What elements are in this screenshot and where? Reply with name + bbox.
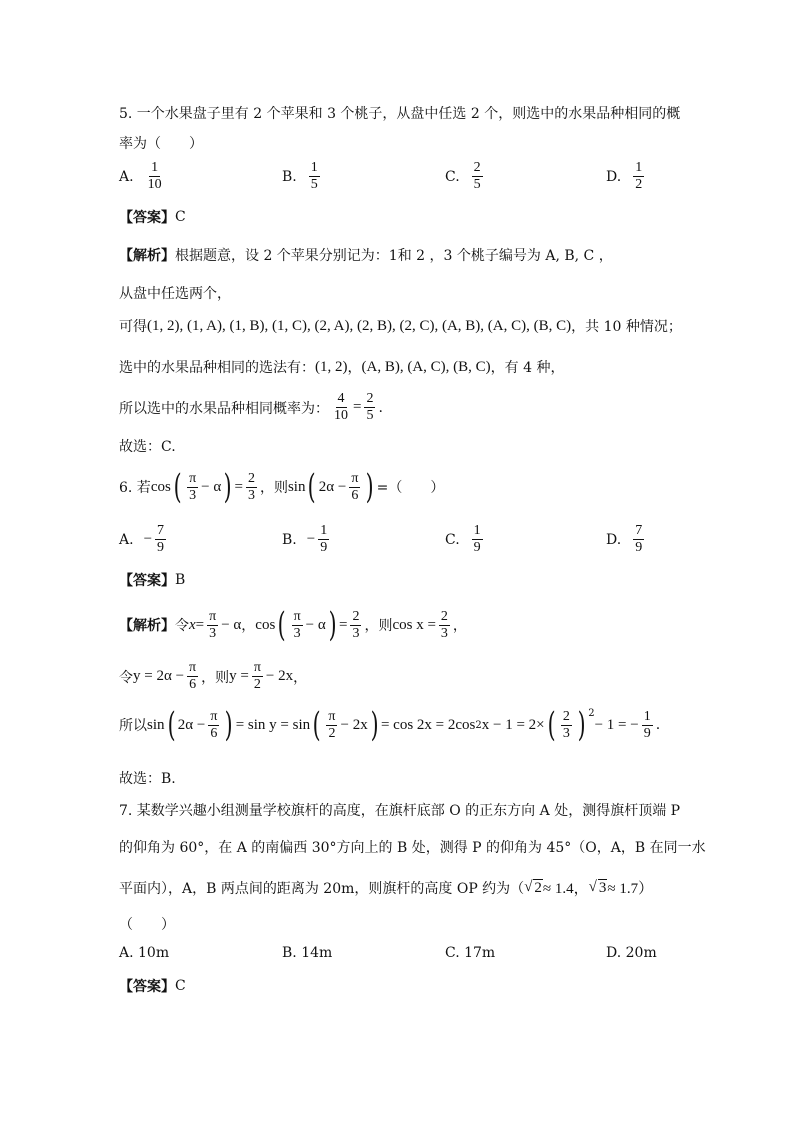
- analysis-text: 从盘中任选两个，: [119, 286, 231, 302]
- option-label: B.: [282, 168, 297, 185]
- equals-sign: =: [338, 616, 348, 633]
- answer-value: C: [175, 978, 186, 994]
- denominator: 10: [147, 177, 162, 192]
- denominator: 6: [351, 487, 359, 503]
- fraction: [187, 471, 198, 504]
- denominator: 5: [473, 177, 481, 192]
- numerator: π: [189, 660, 197, 675]
- math-text: y = 2α −: [133, 668, 185, 684]
- q7-stem-text: 平面内），A，B 两点间的距离为 20m，则旗杆的高度 OP 约为（: [119, 880, 525, 897]
- fraction: [187, 660, 198, 693]
- denominator: 3: [352, 625, 360, 641]
- math-text: − α: [221, 616, 242, 633]
- q6-option-c: [445, 523, 486, 556]
- q5-option-a: [119, 160, 167, 193]
- sign: −: [306, 531, 316, 547]
- analysis-text: .: [655, 717, 661, 733]
- fraction: [349, 471, 360, 504]
- fraction: [350, 609, 361, 642]
- q7-answer: [119, 976, 186, 996]
- q6-conclusion: [119, 768, 176, 788]
- fraction: [364, 391, 375, 424]
- left-paren: (: [312, 705, 321, 745]
- denominator: 3: [562, 725, 570, 741]
- q7-stem-text: 的仰角为 60°，在 A 的南偏西 30°方向上的 B 处，测得 P 的仰角为 45°（O，A，B 在同一水: [119, 840, 706, 856]
- numerator: π: [328, 708, 336, 724]
- radicand: 3: [598, 879, 607, 896]
- q5-analysis-line1: [119, 245, 613, 265]
- denominator: 5: [310, 177, 318, 192]
- q7-stem-text: （ ）: [119, 917, 175, 933]
- q7-option-d: [606, 945, 657, 961]
- cos-func: cos: [150, 478, 171, 495]
- fraction: [246, 471, 257, 504]
- outcome-list: (A, B), (A, C), (B, C): [361, 358, 491, 375]
- q5-stem-line1: [119, 103, 680, 123]
- numerator: π: [189, 470, 197, 486]
- numerator: π: [351, 470, 359, 486]
- numerator: 2: [366, 391, 374, 406]
- math-text: 2α −: [318, 478, 347, 495]
- cos-func: cos: [255, 616, 276, 633]
- math-text: − α: [201, 478, 222, 495]
- denominator: 3: [247, 487, 255, 503]
- option-label: B.: [282, 531, 297, 548]
- q6-stem-text: ，则: [259, 480, 288, 496]
- denominator: 9: [320, 540, 328, 555]
- analysis-text: ，有 4 种，: [490, 360, 565, 376]
- math-text: = cos 2x = 2cos: [380, 716, 476, 733]
- equals-sign: =: [234, 478, 243, 495]
- numerator: 2: [352, 608, 360, 624]
- fraction: [292, 609, 303, 642]
- analysis-text: 所以选中的水果品种相同概率为：: [119, 400, 329, 417]
- math-text: − 2x: [340, 716, 368, 733]
- q6-stem-text: =（ ）: [376, 480, 445, 496]
- denominator: 9: [157, 540, 165, 555]
- analysis-text: ，则: [364, 618, 393, 634]
- q6-option-a: [119, 523, 169, 556]
- math-text: 2α −: [177, 716, 206, 733]
- left-paren: (: [547, 705, 556, 745]
- answer-value: B: [175, 572, 186, 588]
- denominator: 9: [635, 540, 643, 555]
- analysis-text: 选中的水果品种相同的选法有：: [119, 360, 315, 376]
- q5-answer: [119, 207, 186, 227]
- denominator: 3: [293, 625, 301, 641]
- denominator: 3: [440, 625, 448, 641]
- denominator: 3: [189, 487, 197, 503]
- denominator: 10: [334, 408, 348, 423]
- exponent: 2: [588, 708, 595, 719]
- denominator: 3: [209, 625, 217, 641]
- math-text: − α: [305, 616, 326, 633]
- fraction: [642, 709, 653, 742]
- numerator: 1: [310, 160, 318, 175]
- analysis-text: 令: [175, 618, 189, 634]
- numerator: 1: [473, 523, 481, 538]
- radicand: 2: [534, 879, 542, 896]
- sqrt-symbol: √: [588, 879, 597, 895]
- denominator: 2: [328, 725, 336, 741]
- fraction: [318, 523, 329, 556]
- numerator: 1: [635, 160, 643, 175]
- math-text: ≈ 1.4，: [542, 881, 589, 897]
- outcome-list: (1, 2): [315, 358, 348, 375]
- math-text: = sin y = sin: [235, 716, 311, 733]
- q6-option-d: [606, 523, 647, 556]
- q5-analysis-line3: [119, 316, 682, 336]
- q7-option-a: [119, 945, 169, 961]
- option-label: A.: [119, 168, 134, 185]
- analysis-text: .: [378, 399, 383, 416]
- option-label: D. 20m: [606, 945, 657, 961]
- fraction: [208, 709, 219, 742]
- analysis-text: 可得: [119, 319, 147, 335]
- q5-analysis-line5: [119, 391, 383, 424]
- math-var: x: [189, 616, 196, 633]
- numerator: 4: [337, 391, 345, 406]
- sin-func: sin: [147, 716, 165, 733]
- denominator: 9: [643, 725, 651, 741]
- left-paren: (: [173, 467, 182, 507]
- fraction: [633, 523, 644, 556]
- sqrt-symbol: √: [524, 879, 533, 895]
- sign: −: [143, 531, 153, 547]
- denominator: 2: [253, 677, 261, 692]
- option-label: C.: [445, 168, 460, 185]
- fraction: [561, 709, 572, 742]
- fraction: [207, 609, 218, 642]
- fraction: [146, 160, 164, 193]
- q7-option-c: [445, 945, 495, 961]
- fraction: [633, 160, 644, 193]
- numerator: 2: [562, 708, 570, 724]
- left-paren: (: [167, 705, 176, 745]
- conclusion-text: 故选：B.: [119, 771, 176, 787]
- q5-option-d: [606, 160, 647, 193]
- math-text: x − 1 = 2×: [481, 716, 545, 733]
- q6-stem: [119, 467, 445, 507]
- option-label: A. 10m: [119, 945, 170, 961]
- exponent: 2: [475, 719, 482, 731]
- numerator: π: [293, 608, 301, 624]
- analysis-text: ，: [293, 669, 308, 686]
- math-text: y =: [229, 668, 249, 684]
- numerator: 1: [643, 708, 651, 724]
- analysis-text: 所以: [119, 718, 147, 734]
- numerator: π: [253, 660, 261, 675]
- q5-conclusion: [119, 436, 176, 456]
- analysis-text: ，则: [201, 669, 230, 686]
- answer-tag: 【答案】: [119, 210, 175, 226]
- option-label: C.: [445, 531, 460, 548]
- option-label: A.: [119, 531, 134, 548]
- answer-value: C: [175, 209, 186, 225]
- answer-tag: 【答案】: [119, 979, 175, 995]
- right-paren: ): [370, 705, 379, 745]
- q7-stem-line4: [119, 914, 175, 934]
- numerator: 7: [157, 523, 165, 538]
- option-label: C. 17m: [445, 945, 496, 961]
- equals-sign: =: [353, 399, 362, 415]
- analysis-tag: 【解析】: [119, 618, 175, 634]
- analysis-tag: 【解析】: [119, 248, 175, 264]
- fraction: [252, 660, 263, 693]
- fraction: [155, 523, 166, 556]
- right-paren: ): [366, 467, 375, 507]
- numerator: 2: [440, 608, 448, 624]
- numerator: 2: [473, 160, 481, 175]
- denominator: 6: [210, 725, 218, 741]
- q5-stem-text: 5. 一个水果盘子里有 2 个苹果和 3 个桃子，从盘中任选 2 个，则选中的水果品种相同的概: [119, 106, 681, 122]
- q5-option-c: [445, 160, 486, 193]
- outcome-list: (1, 2), (1, A), (1, B), (1, C), (2, A), (2, B), (2, C), (A, B), (A, C), (B, C): [147, 317, 572, 334]
- q6-analysis-line2: [119, 660, 307, 693]
- right-paren: ): [328, 605, 337, 645]
- option-label: B. 14m: [282, 945, 333, 961]
- q6-analysis-line1: [119, 605, 467, 645]
- numerator: 1: [151, 160, 159, 175]
- fraction: [332, 391, 350, 424]
- right-paren: ): [223, 467, 232, 507]
- q5-analysis-line4: [119, 357, 564, 377]
- option-label: D.: [606, 168, 622, 185]
- q5-analysis-line2: [119, 283, 231, 303]
- numerator: 7: [635, 523, 643, 538]
- numerator: 1: [320, 523, 328, 538]
- math-text: cos x =: [392, 616, 436, 633]
- analysis-text: 根据题意，设 2 个苹果分别记为：1和 2 ，3 个桃子编号为 A, B, C ，: [175, 248, 613, 264]
- q5-stem-line2: [119, 133, 203, 153]
- math-text: − 1 = −: [594, 716, 639, 733]
- analysis-text: ，: [347, 360, 362, 376]
- numerator: 2: [247, 470, 255, 486]
- left-paren: (: [308, 467, 317, 507]
- q5-option-b: [282, 160, 323, 193]
- q6-option-b: [282, 523, 332, 556]
- q7-stem-text: 7. 某数学兴趣小组测量学校旗杆的高度，在旗杆底部 O 的正东方向 A 处，测得旗杆顶端 P: [119, 803, 681, 819]
- q6-analysis-line3: [119, 705, 661, 745]
- q6-stem-text: 6. 若: [119, 480, 151, 496]
- q6-answer: [119, 570, 185, 590]
- answer-tag: 【答案】: [119, 573, 175, 589]
- denominator: 5: [366, 408, 374, 423]
- analysis-text: ，: [241, 618, 256, 634]
- q7-stem-line3: [119, 877, 653, 898]
- denominator: 9: [473, 540, 481, 555]
- analysis-text: ，共 10 种情况；: [571, 319, 682, 335]
- q5-stem-text-2: 率为（ ）: [119, 136, 203, 152]
- analysis-text: 令: [119, 669, 133, 686]
- analysis-text: ，: [452, 618, 467, 634]
- denominator: 6: [189, 677, 197, 692]
- q7-stem-line1: [119, 800, 680, 820]
- sin-func: sin: [287, 478, 306, 495]
- numerator: π: [209, 608, 217, 624]
- numerator: π: [210, 708, 218, 724]
- right-paren: ): [577, 705, 586, 745]
- fraction: [472, 523, 483, 556]
- q7-stem-line2: [119, 837, 706, 857]
- q7-option-b: [282, 945, 332, 961]
- math-text: − 2x: [265, 668, 294, 684]
- fraction: [309, 160, 320, 193]
- denominator: 2: [635, 177, 643, 192]
- equals-sign: =: [195, 616, 205, 633]
- option-label: D.: [606, 531, 622, 548]
- fraction: [326, 709, 337, 742]
- fraction: [472, 160, 483, 193]
- right-paren: ): [225, 705, 234, 745]
- conclusion-text: 故选：C.: [119, 439, 176, 455]
- math-text: ≈ 1.7）: [607, 881, 654, 897]
- fraction: [439, 609, 450, 642]
- left-paren: (: [277, 605, 286, 645]
